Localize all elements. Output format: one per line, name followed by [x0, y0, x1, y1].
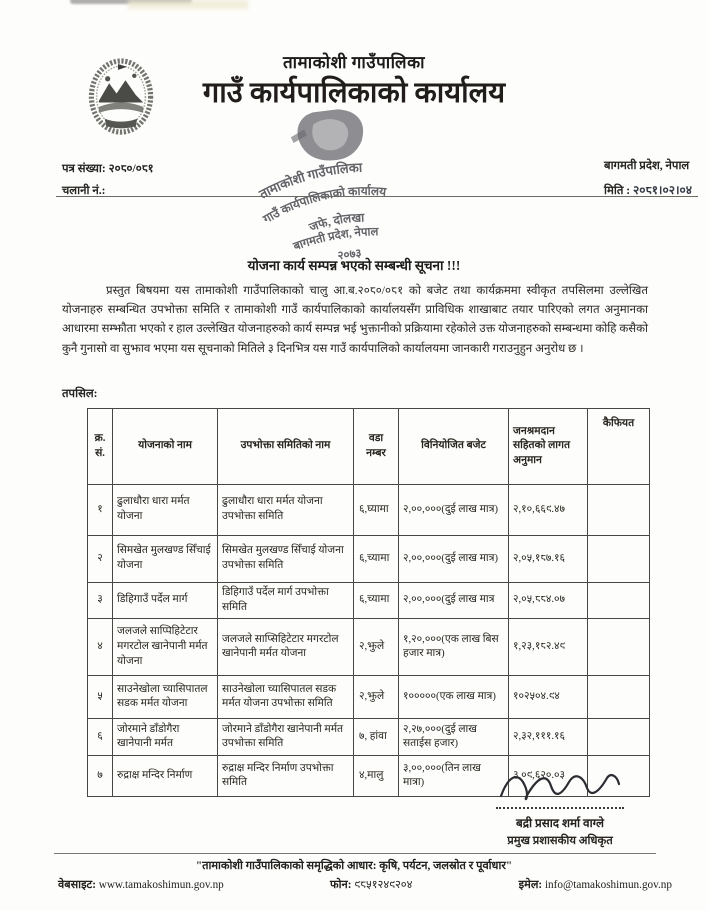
date-value: २०८१।०२।०४ [632, 183, 692, 197]
table-cell: ढुलाधौरा धारा मर्मत योजना [113, 485, 218, 536]
table-cell: १,२३,१८२.४९ [509, 619, 588, 676]
stamp-line1: तामाकोशी गाउँपालिका [256, 159, 363, 202]
letter-number-label: पत्र संख्या: [62, 163, 106, 175]
stamp-year: २०७३ [336, 247, 363, 263]
letter-number-value: २०८०/०८१ [108, 163, 154, 175]
column-header: जनश्रमदान सहितको लागत अनुमान [509, 409, 588, 485]
column-header: कैफियत [588, 409, 650, 485]
signature-scribble-icon [495, 766, 625, 806]
municipality-name: तामाकोशी गाउँपालिका [282, 53, 426, 72]
table-row [88, 719, 650, 756]
signatory-name: बद्री प्रसाद शर्मा वाग्ले [516, 816, 604, 830]
table-cell: सिमखेत मुलखण्ड सिँचाई योजना उपभोक्ता समिति [218, 536, 354, 583]
office-title: गाउँ कार्यपालिकाको कार्यालय [202, 77, 506, 109]
column-header: योजनाको नाम [113, 409, 218, 485]
table-row [88, 536, 650, 583]
website-label: वेबसाइट: [58, 879, 96, 891]
table-cell: ६,च्यामा [354, 583, 399, 619]
table-cell: ६,घ्यामा [354, 485, 399, 536]
table-cell: ३ [88, 583, 113, 619]
table-row [88, 485, 650, 536]
signature-block [440, 766, 680, 848]
footer-divider [54, 853, 656, 854]
table-cell: १,२०,०००(एक लाख बिस हजार मात्र) [399, 619, 509, 676]
table-cell: २,२७,०००(दुई लाख सताईस हजार) [399, 719, 509, 756]
table-cell [588, 619, 650, 676]
table-cell: ४ [88, 619, 113, 676]
plans-table [87, 408, 650, 797]
table-row [88, 619, 650, 676]
table-cell: रुद्राक्ष मन्दिर निर्माण उपभोक्ता समिति [218, 756, 354, 797]
stamp-line2: गाउँ कार्यपालिकाको कार्यालय [260, 183, 387, 227]
office-stamp [229, 98, 446, 271]
table-cell [588, 676, 650, 719]
table-cell: ६,च्यामा [354, 536, 399, 583]
table-cell: डिहिगाउँ पर्देल मार्ग [113, 583, 218, 619]
table-cell: ४,मालु [354, 756, 399, 797]
table-cell: १ [88, 485, 113, 536]
footer-slogan: "तामाकोशी गाउँपालिकाको समृद्धिको आधार: कृषि, पर्यटन, जलस्रोत र पूर्वाधार" [195, 860, 513, 872]
table-cell: जलजले साप्सिहिटेटार मगरटोल खानेपानी मर्मत योजना [218, 619, 354, 676]
table-cell: २,१०,६६९.४७ [509, 485, 588, 536]
table-cell: डिहिगाउँ पर्देल मार्ग उपभोक्ता समिति [218, 583, 354, 619]
table-header-row [88, 409, 650, 485]
table-cell: ढुलाधौरा धारा मर्मत योजना उपभोक्ता समिति [218, 485, 354, 536]
table-cell: सिमखेत मुलखण्ड सिँचाई योजना [113, 536, 218, 583]
column-header: वडा नम्बर [354, 409, 399, 485]
notice-body: प्रस्तुत बिषयमा यस तामाकोशी गाउँपालिकाको चालु आ.ब.२०८०/०८१ को बजेट तथा कार्यक्रममा स्वीकृत तपसिलमा उल्लेखित योजनाहरु सम्बन्धित उपभोक्ता समिति र तामाकोशी गाउँ कार्यपालिकाको कार्यालयसँग प्राविधिक शाखाबाट तयार पारिएको लगत अनुमानका आधारमा सम्झौता भएको र हाल उल्लेखित योजनाहरुको कार्य सम्पन्न भई भुक्तानीको प्रक्रियामा रहेकोले उक्त योजनाहरुको सम्बन्धमा कोहि कसैको कुनै गुनासो वा सुझाव भएमा यस सूचनाको मितिले ३ दिनभित्र यस गाउँ कार्यपालिको कार्यालयमा जानकारी गराउनुहुन अनुरोध छ । [62, 284, 648, 355]
table-cell [588, 536, 650, 583]
signatory-title: प्रमुख प्रशासकीय अधिकृत [507, 835, 613, 847]
stamp-line4: बागमती प्रदेश, नेपाल [292, 226, 379, 254]
footer-email [519, 877, 672, 892]
stamp-line3: जफे, दोलखा [307, 210, 365, 235]
table-cell: २ [88, 536, 113, 583]
table-cell: २,००,०००(दुई लाख मात्र) [399, 536, 509, 583]
footer-website [58, 877, 224, 892]
chalani-line [62, 180, 154, 202]
table-cell [588, 719, 650, 756]
table-cell: जोरमाने डाँडोगैरा खानेपानी मर्मत उपभोक्ता समिति [218, 719, 354, 756]
header-divider [56, 196, 698, 197]
table-cell: जोरमाने डाँडोगैरा खानेपानी मर्मत [113, 719, 218, 756]
table-cell: २,०५,१८७.१६ [509, 536, 588, 583]
table-cell: ७ [88, 756, 113, 797]
table-cell: ३,०९,६२०.०३ [509, 756, 588, 797]
table-cell: ५ [88, 676, 113, 719]
footer-phone [330, 877, 412, 892]
table-cell: २,३२,१११.१६ [509, 719, 588, 756]
tapasil-label: तपसिल: [62, 388, 98, 400]
table-cell: १०२५०४.९४ [509, 676, 588, 719]
column-header: क्र. सं. [88, 409, 113, 485]
email-label: इमेल: [518, 879, 543, 891]
date-label: मिति : [604, 185, 631, 197]
table-cell: रुद्राक्ष मन्दिर निर्माण [113, 756, 218, 797]
province-line: बागमती प्रदेश, नेपाल [604, 160, 690, 172]
website-value: www.tamakoshimun.gov.np [98, 879, 224, 891]
table-cell: २,झुले [354, 619, 399, 676]
phone-label: फोन: [329, 879, 352, 891]
table-cell: ६ [88, 719, 113, 756]
column-header: उपभोक्ता समितिको नाम [218, 409, 354, 485]
notice-title: योजना कार्य सम्पन्न भएको सम्बन्धी सूचना !!! [247, 258, 461, 273]
table-row [88, 583, 650, 619]
table-cell: १०००००(एक लाख मात्र) [399, 676, 509, 719]
table-cell [588, 485, 650, 536]
phone-value: ९८५१२४९२०४ [354, 879, 413, 891]
column-header: विनियोजित बजेट [399, 409, 509, 485]
table-cell: २,०५,८८४.०७ [509, 583, 588, 619]
letter-number-line [62, 158, 154, 180]
table-cell [588, 583, 650, 619]
table-cell: २,झुले [354, 676, 399, 719]
footer-contacts [58, 877, 672, 892]
chalani-label: चलानी नं.: [62, 185, 106, 198]
table-cell: साउनेखोला च्यासिपातल सडक मर्मत योजना [113, 676, 218, 719]
scan-artifact-cream [128, 0, 248, 9]
table-cell: ३,००,०००(तिन लाख मात्रा) [399, 756, 509, 797]
table-cell: साउनेखोला च्यासिपातल सडक मर्मत योजना उपभोक्ता समिति [218, 676, 354, 719]
table-cell: २,००,०००(दुई लाख मात्र) [399, 485, 509, 536]
table-cell: २,००,०००(दुई लाख मात्र [399, 583, 509, 619]
email-value: info@tamakoshimun.gov.np [544, 879, 672, 891]
date-line [604, 178, 692, 203]
plans-table-wrapper [87, 408, 649, 797]
table-cell: जलजले साप्पिहिटेटार मगरटोल खानेपानी मर्मत योजना [113, 619, 218, 676]
signature-line [496, 806, 624, 809]
table-cell: ७, हांवा [354, 719, 399, 756]
table-row [88, 676, 650, 719]
